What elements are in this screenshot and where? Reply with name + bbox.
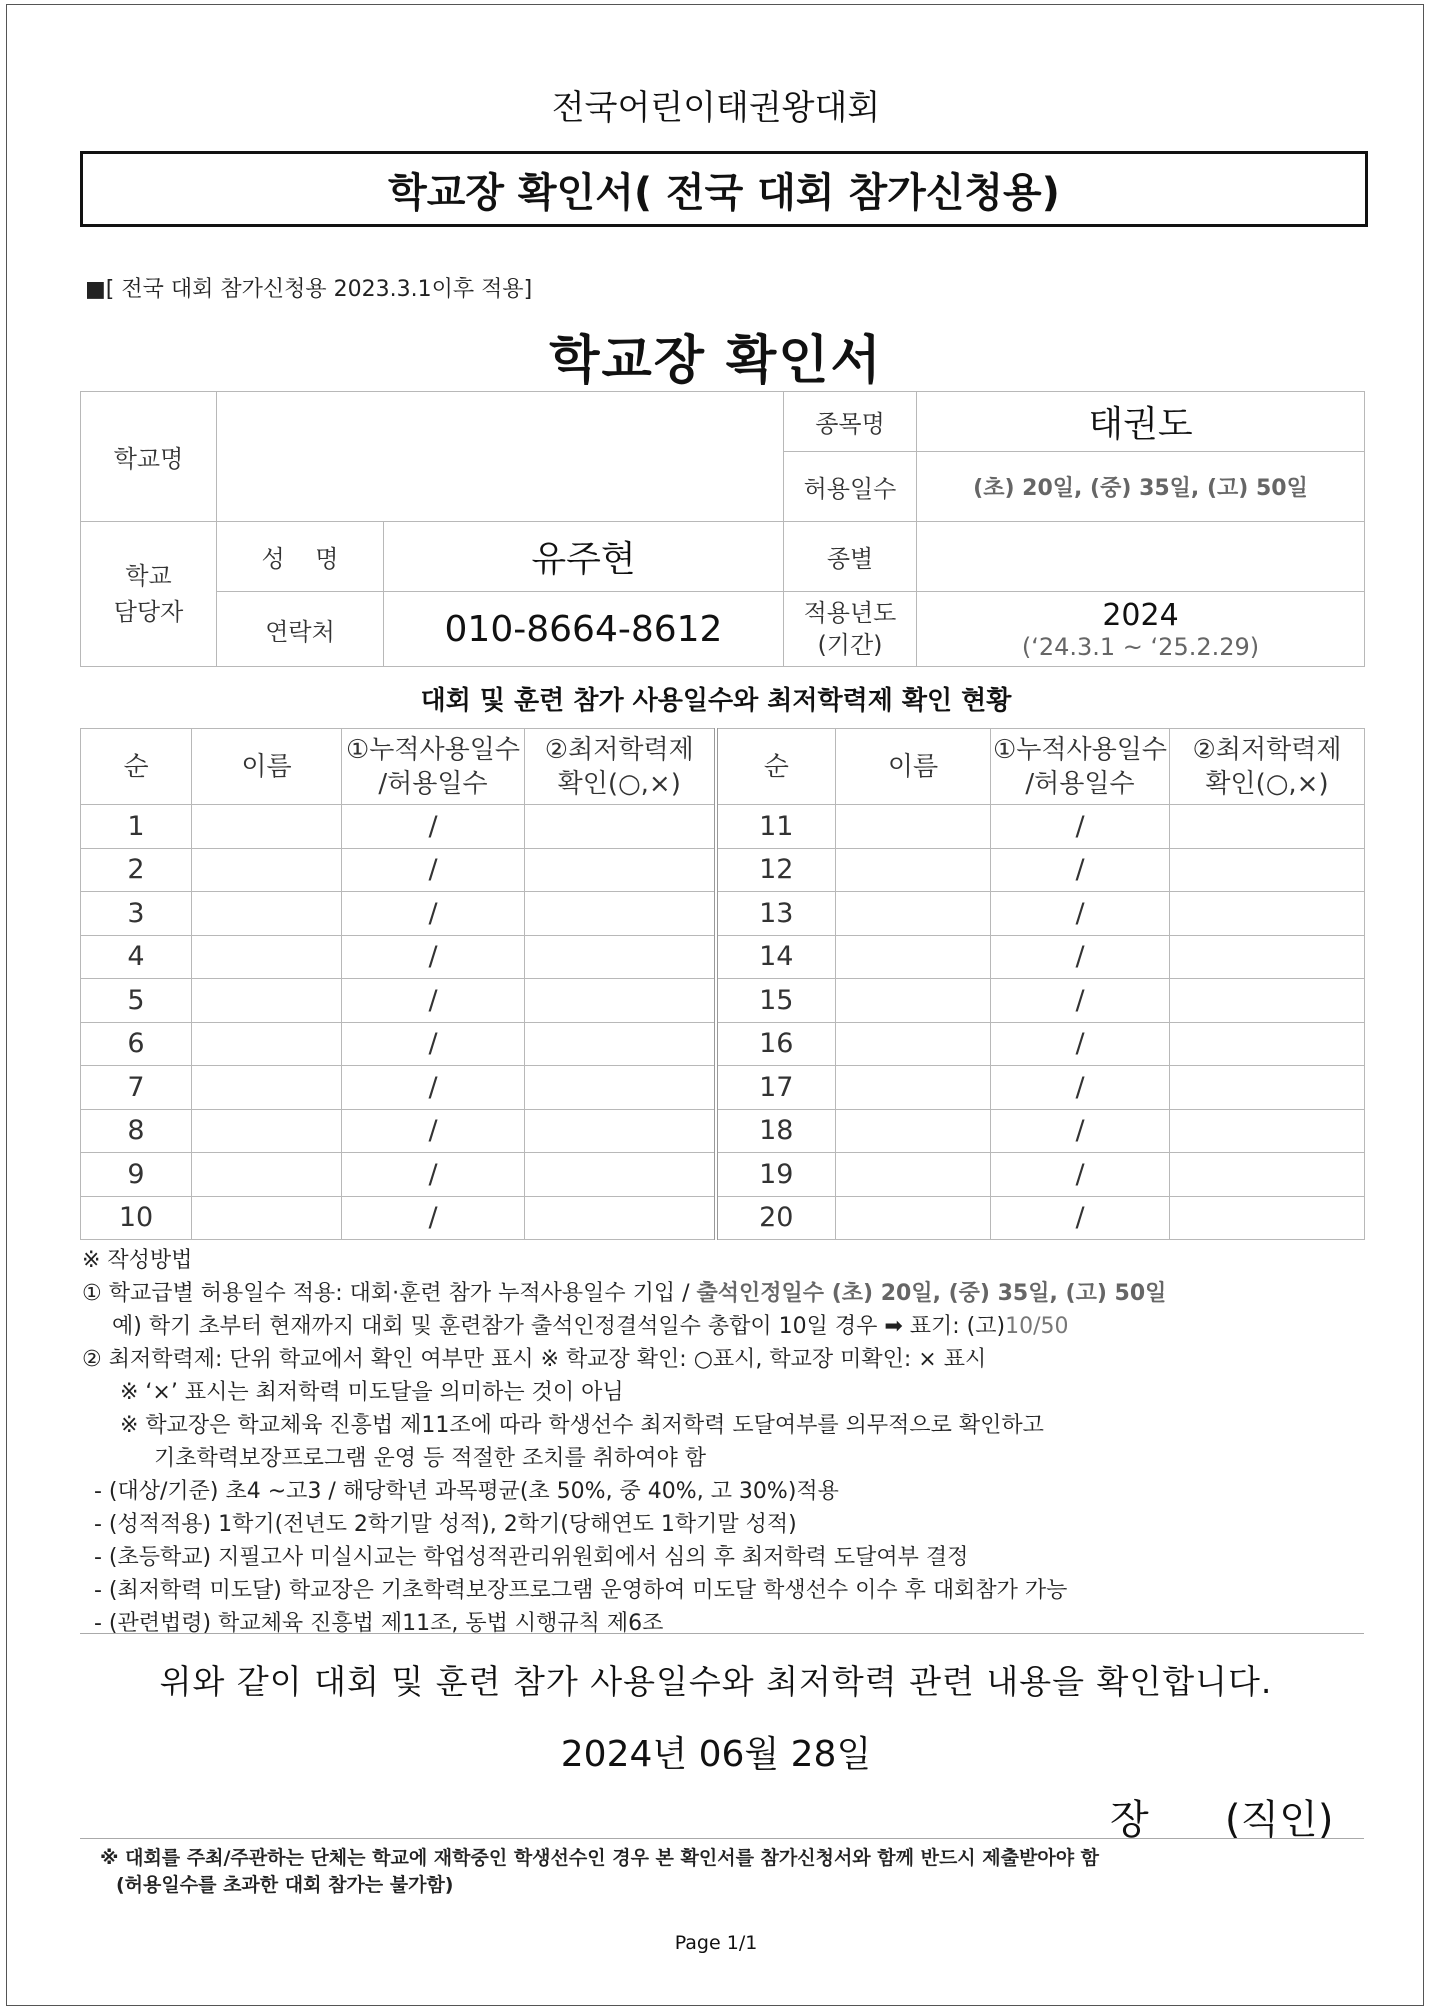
days-cell[interactable]: / (342, 1022, 525, 1066)
check-cell[interactable] (525, 1066, 716, 1110)
athlete-name-cell[interactable] (192, 1109, 342, 1153)
row-number: 9 (81, 1153, 192, 1197)
check-cell[interactable] (1170, 1109, 1365, 1153)
title-box (80, 151, 1368, 227)
period-value: (‘24.3.1 ~ ‘25.2.29) (1021, 632, 1260, 661)
row-number: 20 (716, 1196, 836, 1240)
row-number: 16 (716, 1022, 836, 1066)
staff-name-value[interactable]: 유주현 (384, 522, 784, 592)
check-cell[interactable] (1170, 892, 1365, 936)
athlete-name-cell[interactable] (192, 935, 342, 979)
divider (80, 1633, 1364, 1634)
org-header: 전국어린이태권왕대회 (551, 88, 881, 128)
table-row (81, 805, 1365, 849)
days-cell[interactable]: / (991, 1066, 1170, 1110)
row-number: 19 (716, 1153, 836, 1197)
col-header-name: 이름 (192, 729, 342, 805)
row-number: 12 (716, 848, 836, 892)
year-label: 적용년도 (기간) (784, 592, 917, 667)
instruction-line-4: ※ ‘×’ 표시는 최저학력 미도달을 의미하는 것이 아님 (120, 1380, 624, 1405)
table-header-row (81, 729, 1365, 805)
athlete-name-cell[interactable] (836, 805, 991, 849)
row-number: 17 (716, 1066, 836, 1110)
row-number: 7 (81, 1066, 192, 1110)
sport-value[interactable]: 태권도 (917, 392, 1365, 452)
days-cell[interactable]: / (991, 1196, 1170, 1240)
athlete-name-cell[interactable] (192, 979, 342, 1023)
contact-value[interactable]: 010-8664-8612 (384, 592, 784, 667)
example-value: 10/50 (1005, 1314, 1069, 1339)
days-cell[interactable]: / (991, 935, 1170, 979)
days-cell[interactable]: / (991, 848, 1170, 892)
instructions-title: ※ 작성방법 (82, 1248, 193, 1273)
row-number: 8 (81, 1109, 192, 1153)
table-row (81, 979, 1365, 1023)
athlete-name-cell[interactable] (836, 1022, 991, 1066)
title-box-text: 학교장 확인서( 전국 대회 참가신청용) (388, 169, 1060, 216)
table-row (81, 1109, 1365, 1153)
athlete-table (80, 728, 1365, 1240)
row-number: 10 (81, 1196, 192, 1240)
col-header-name: 이름 (836, 729, 991, 805)
school-name-label: 학교명 (81, 392, 217, 522)
col-header-check: ②최저학력제 확인(○,×) (1170, 729, 1365, 805)
days-cell[interactable]: / (342, 935, 525, 979)
check-cell[interactable] (525, 892, 716, 936)
school-name-value[interactable] (217, 392, 784, 522)
check-cell[interactable] (525, 805, 716, 849)
days-cell[interactable]: / (991, 1022, 1170, 1066)
year-value[interactable]: 2024 (1102, 597, 1179, 633)
instruction-line-3: ② 최저학력제: 단위 학교에서 확인 여부만 표시 ※ 학교장 확인: ○표시, 학교장 미확인: × 표시 (82, 1347, 987, 1372)
athlete-name-cell[interactable] (836, 1153, 991, 1197)
athlete-name-cell[interactable] (836, 848, 991, 892)
principal-seal: 장 (직인) (1110, 1797, 1334, 1843)
athlete-name-cell[interactable] (836, 1109, 991, 1153)
days-cell[interactable]: / (342, 848, 525, 892)
info-table (80, 391, 1365, 667)
footnote-line-2: (허용일수를 초과한 대회 참가는 불가함) (116, 1874, 454, 1896)
instruction-text: ① 학교급별 허용일수 적용: 대회·훈련 참가 누적사용일수 기입 / (82, 1281, 697, 1306)
row-number: 4 (81, 935, 192, 979)
table-row (81, 1196, 1365, 1240)
check-cell[interactable] (525, 1153, 716, 1197)
row-number: 14 (716, 935, 836, 979)
applicability-note: ■[ 전국 대회 참가신청용 2023.3.1이후 적용] (85, 277, 533, 302)
check-cell[interactable] (525, 1196, 716, 1240)
days-cell[interactable]: / (342, 1066, 525, 1110)
check-cell[interactable] (525, 935, 716, 979)
days-cell[interactable]: / (342, 805, 525, 849)
check-cell[interactable] (525, 1109, 716, 1153)
table-row (81, 1153, 1365, 1197)
page-title: 학교장 확인서 (549, 331, 883, 391)
allowed-days-label: 허용일수 (784, 452, 917, 522)
days-cell[interactable]: / (342, 1109, 525, 1153)
confirmation-statement: 위와 같이 대회 및 훈련 참가 사용일수와 최저학력 관련 내용을 확인합니다. (159, 1662, 1273, 1701)
row-number: 2 (81, 848, 192, 892)
days-cell[interactable]: / (342, 1196, 525, 1240)
row-number: 15 (716, 979, 836, 1023)
col-header-no: 순 (81, 729, 192, 805)
check-cell[interactable] (1170, 1022, 1365, 1066)
check-cell[interactable] (525, 1022, 716, 1066)
gender-label: 종별 (784, 522, 917, 592)
footnote (100, 1845, 1390, 1899)
athlete-name-cell[interactable] (836, 979, 991, 1023)
year-cell (917, 592, 1365, 667)
check-cell[interactable] (1170, 1196, 1365, 1240)
check-cell[interactable] (525, 848, 716, 892)
days-cell[interactable]: / (991, 979, 1170, 1023)
instruction-text: 예) 학기 초부터 현재까지 대회 및 훈련참가 출석인정결석일수 총합이 10일 경우 ➡ 표기: (고) (112, 1314, 1006, 1339)
row-number: 3 (81, 892, 192, 936)
col-header-days: ①누적사용일수 /허용일수 (342, 729, 525, 805)
gender-value[interactable] (917, 522, 1365, 592)
days-cell[interactable]: / (342, 892, 525, 936)
staff-label: 학교 담당자 (81, 522, 217, 667)
days-cell[interactable]: / (342, 1153, 525, 1197)
footnote-line-1: ※ 대회를 주최/주관하는 단체는 학교에 재학중인 학생선수인 경우 본 확인서를 참가신청서와 함께 반드시 제출받아야 함 (100, 1847, 1100, 1869)
days-cell[interactable]: / (991, 805, 1170, 849)
instruction-line-2 (82, 1310, 1372, 1343)
contact-label: 연락처 (217, 592, 384, 667)
athlete-name-cell[interactable] (192, 1196, 342, 1240)
signature-date: 2024년 06월 28일 (560, 1734, 872, 1775)
days-cell[interactable]: / (991, 1109, 1170, 1153)
col-header-days: ①누적사용일수 /허용일수 (991, 729, 1170, 805)
row-number: 11 (716, 805, 836, 849)
check-cell[interactable] (1170, 1153, 1365, 1197)
athlete-name-cell[interactable] (836, 1196, 991, 1240)
athlete-name-cell[interactable] (192, 805, 342, 849)
col-header-no: 순 (716, 729, 836, 805)
athlete-name-cell[interactable] (836, 892, 991, 936)
divider (80, 1838, 1364, 1839)
instruction-line-7: - (대상/기준) 초4 ~고3 / 해당학년 과목평균(초 50%, 중 40%, 고 30%)적용 (94, 1479, 839, 1504)
instruction-line-1 (82, 1277, 1372, 1310)
days-cell[interactable]: / (991, 1153, 1170, 1197)
table-row (81, 1066, 1365, 1110)
check-cell[interactable] (1170, 1066, 1365, 1110)
instruction-line-9: - (초등학교) 지필고사 미실시교는 학업성적관리위원회에서 심의 후 최저학력 도달여부 결정 (94, 1545, 969, 1570)
attendance-days-note: 출석인정일수 (초) 20일, (중) 35일, (고) 50일 (696, 1281, 1167, 1306)
table-row (81, 1022, 1365, 1066)
col-header-check: ②최저학력제 확인(○,×) (525, 729, 716, 805)
days-cell[interactable]: / (991, 892, 1170, 936)
allowed-days-value: (초) 20일, (중) 35일, (고) 50일 (917, 452, 1365, 522)
check-cell[interactable] (1170, 848, 1365, 892)
check-cell[interactable] (1170, 979, 1365, 1023)
athlete-name-cell[interactable] (192, 1153, 342, 1197)
instruction-line-10: - (최저학력 미도달) 학교장은 기초학력보장프로그램 운영하여 미도달 학생선수 이수 후 대회참가 가능 (94, 1578, 1068, 1603)
athlete-name-cell[interactable] (192, 1066, 342, 1110)
row-number: 6 (81, 1022, 192, 1066)
row-number: 1 (81, 805, 192, 849)
check-cell[interactable] (1170, 805, 1365, 849)
days-cell[interactable]: / (342, 979, 525, 1023)
row-number: 5 (81, 979, 192, 1023)
instruction-line-6: 기초학력보장프로그램 운영 등 적절한 조치를 취하여야 함 (154, 1446, 707, 1471)
athlete-name-cell[interactable] (192, 892, 342, 936)
row-number: 18 (716, 1109, 836, 1153)
section-title: 대회 및 훈련 참가 사용일수와 최저학력제 확인 현황 (420, 686, 1012, 716)
sport-label: 종목명 (784, 392, 917, 452)
athlete-name-cell[interactable] (836, 1066, 991, 1110)
athlete-name-cell[interactable] (192, 848, 342, 892)
table-row (81, 848, 1365, 892)
table-row (81, 935, 1365, 979)
instruction-line-5: ※ 학교장은 학교체육 진흥법 제11조에 따라 학생선수 최저학력 도달여부를 의무적으로 확인하고 (120, 1413, 1044, 1438)
page-number: Page 1/1 (674, 1932, 758, 1954)
instructions (82, 1244, 1372, 1640)
instruction-line-11: - (관련법령) 학교체육 진흥법 제11조, 동법 시행규칙 제6조 (94, 1611, 664, 1636)
athlete-name-cell[interactable] (836, 935, 991, 979)
staff-name-label: 성 명 (217, 522, 384, 592)
check-cell[interactable] (1170, 935, 1365, 979)
table-row (81, 892, 1365, 936)
instruction-line-8: - (성적적용) 1학기(전년도 2학기말 성적), 2학기(당해연도 1학기말 성적) (94, 1512, 797, 1537)
athlete-name-cell[interactable] (192, 1022, 342, 1066)
row-number: 13 (716, 892, 836, 936)
check-cell[interactable] (525, 979, 716, 1023)
